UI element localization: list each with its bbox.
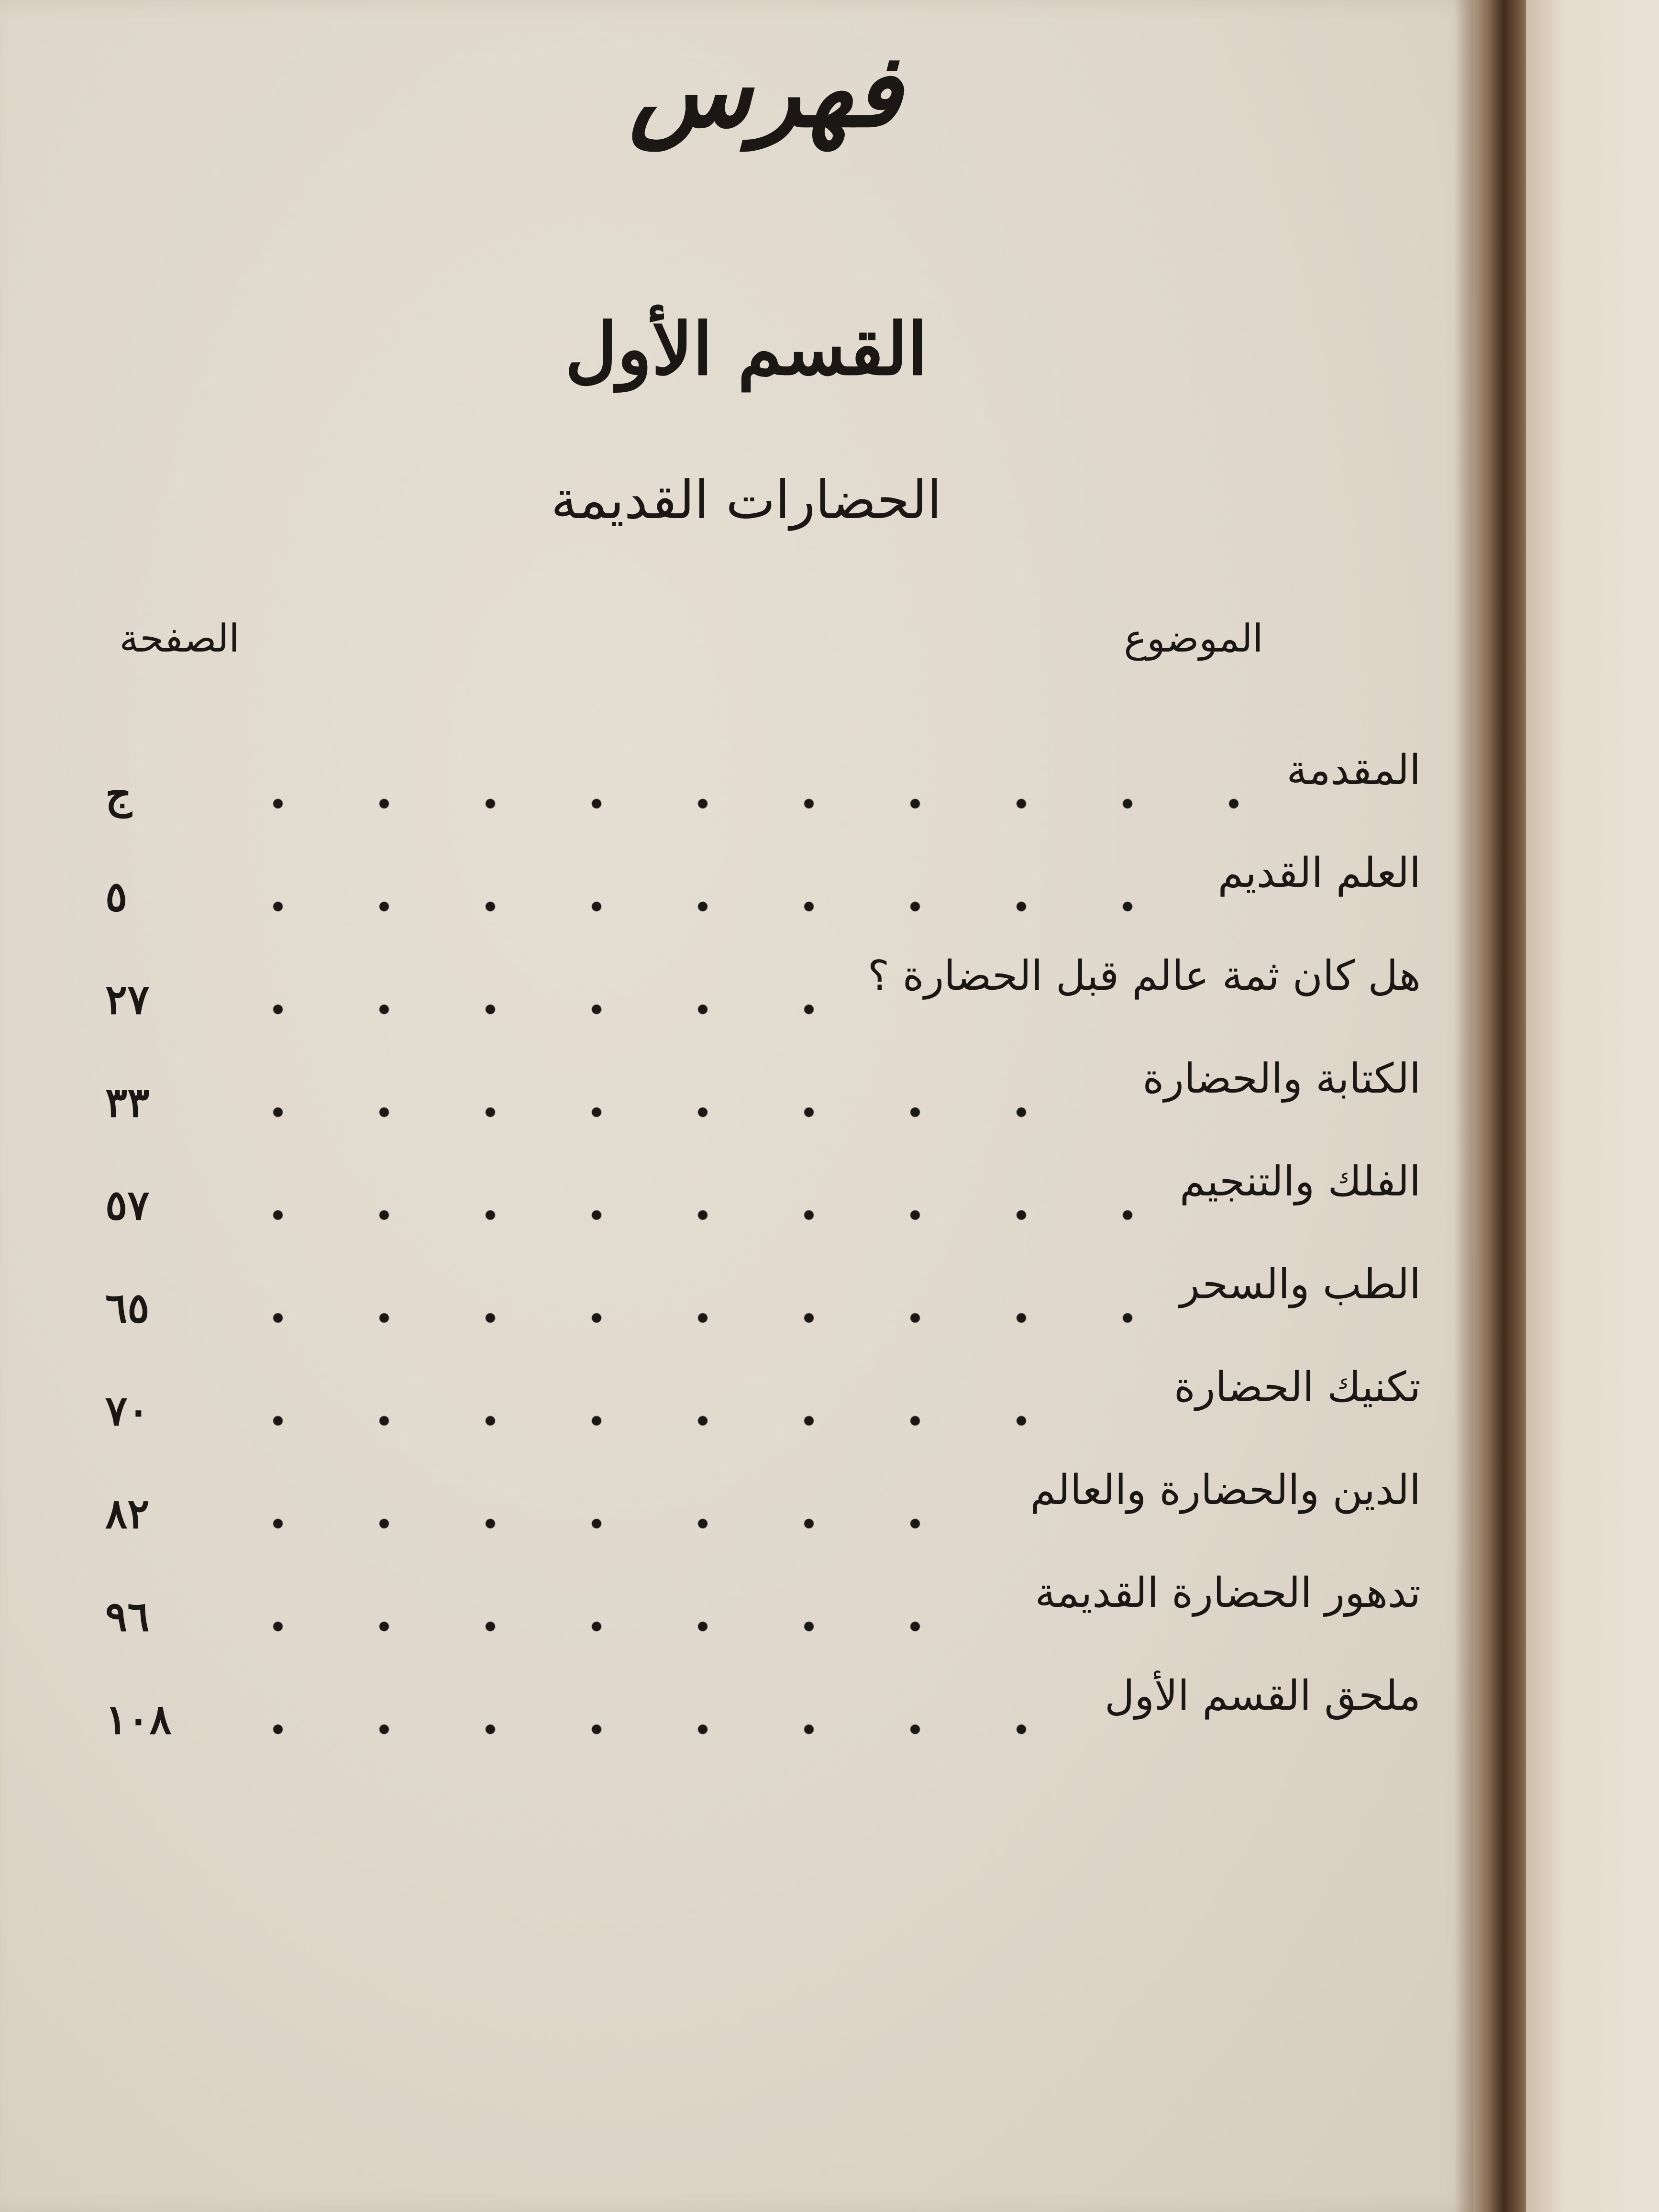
- toc-entry-title: الطب والسحر: [1180, 1261, 1421, 1308]
- toc-entry-page: ج: [105, 770, 132, 818]
- toc-entry-title: هل كان ثمة عالم قبل الحضارة ؟: [867, 952, 1421, 1000]
- toc-entry: [96, 1559, 1421, 1641]
- toc-entry-page: ٨٢: [105, 1490, 150, 1538]
- toc-entry: [96, 840, 1421, 921]
- toc-entry-page: ٥٧: [105, 1181, 150, 1229]
- dot-leader: [225, 794, 1325, 813]
- column-header-page: الصفحة: [119, 616, 240, 661]
- dot-leader: [225, 1720, 1076, 1739]
- toc-entry: [96, 1045, 1421, 1127]
- dot-leader: [225, 1000, 866, 1019]
- toc-entry-title: الكتابة والحضارة: [1142, 1055, 1421, 1103]
- dot-leader: [225, 1308, 1182, 1327]
- toc-entry-title: تكنيك الحضارة: [1173, 1363, 1421, 1411]
- toc-entry: [96, 1354, 1421, 1435]
- dot-leader: [225, 1206, 1182, 1225]
- dot-leader: [225, 1514, 971, 1533]
- toc-entry-title: تدهور الحضارة القديمة: [1035, 1569, 1421, 1617]
- toc-entry-page: ١٠٨: [105, 1695, 172, 1744]
- toc-entry: [96, 942, 1421, 1024]
- toc-entry-title: الدين والحضارة والعالم: [1030, 1466, 1421, 1514]
- toc-heading: فهرس: [629, 32, 902, 150]
- facing-page-edge: [1526, 0, 1659, 2212]
- toc-entry: [96, 1457, 1421, 1538]
- toc-entry: [96, 1251, 1421, 1332]
- toc-entry-page: ٩٦: [105, 1593, 150, 1641]
- toc-entry: [96, 1148, 1421, 1229]
- toc-entry-title: المقدمة: [1286, 746, 1421, 794]
- dot-leader: [225, 1617, 971, 1636]
- toc-entry-page: ٥: [105, 873, 128, 921]
- toc-entry: [96, 1662, 1421, 1744]
- toc-entry-page: ٧٠: [105, 1387, 150, 1435]
- section-title: القسم الأول: [565, 307, 928, 391]
- toc-entry-title: العلم القديم: [1217, 849, 1421, 897]
- section-subtitle: الحضارات القديمة: [551, 469, 942, 531]
- toc-entry-page: ٣٣: [105, 1078, 150, 1127]
- toc-entry-page: ٦٥: [105, 1284, 150, 1332]
- dot-leader: [225, 897, 1220, 916]
- toc-entry-title: الفلك والتنجيم: [1179, 1158, 1421, 1206]
- toc-entry-title: ملحق القسم الأول: [1105, 1672, 1421, 1720]
- toc-entry: [96, 737, 1421, 818]
- dot-leader: [225, 1103, 1076, 1122]
- toc-entry-page: ٢٧: [105, 975, 150, 1024]
- column-header-topic: الموضوع: [1124, 616, 1263, 661]
- dot-leader: [225, 1411, 1076, 1430]
